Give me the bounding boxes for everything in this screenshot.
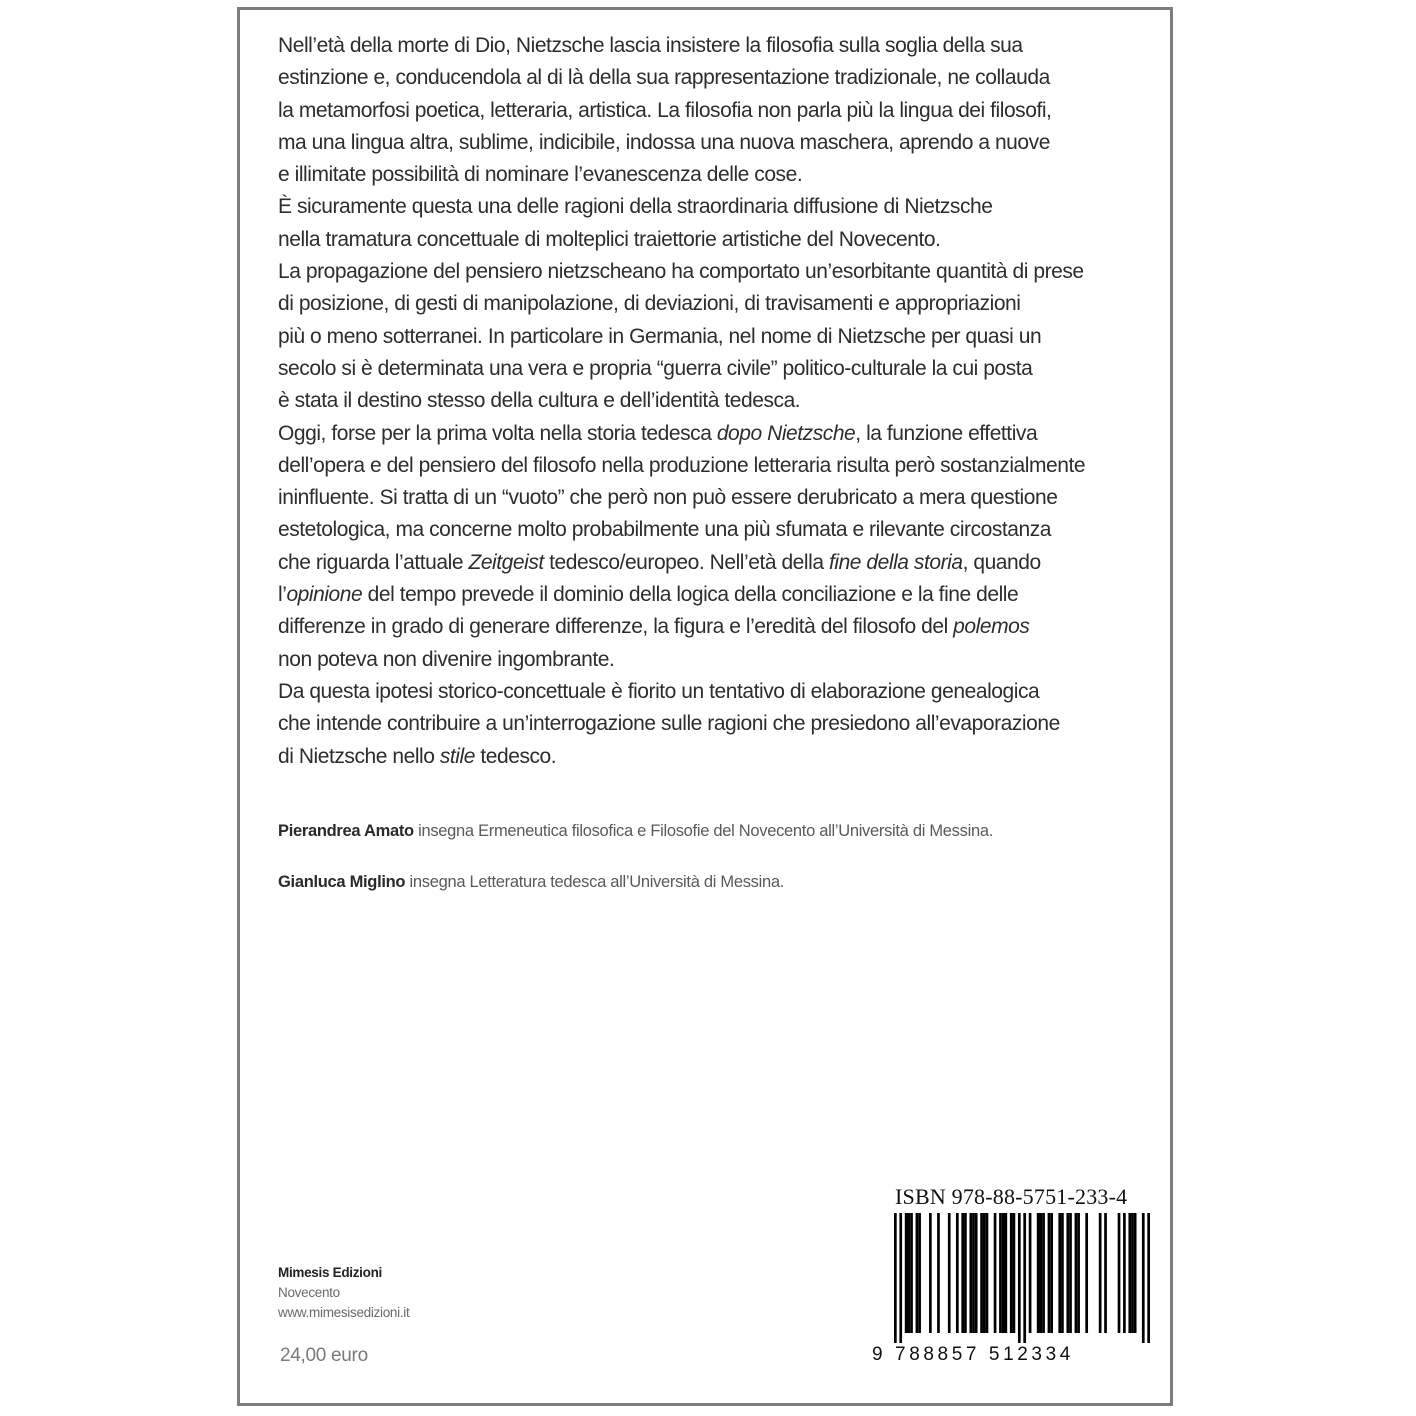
barcode-bar	[918, 1213, 921, 1333]
blurb-line	[278, 741, 1108, 773]
author-name: Pierandrea Amato	[278, 822, 414, 840]
blurb-line	[278, 127, 1108, 159]
barcode-bar	[1077, 1213, 1080, 1333]
blurb-text: più o meno sotterranei. In particolare in Germania, nel nome di Nietzsche per quasi un	[278, 324, 1042, 348]
blurb-text: Da questa ipotesi storico-concettuale è fiorito un tentativo di elaborazione genealogica	[278, 679, 1040, 703]
barcode-bar	[1048, 1213, 1051, 1333]
barcode-bar	[980, 1213, 983, 1333]
barcode-bar	[1075, 1213, 1078, 1333]
barcode-bar	[1142, 1213, 1145, 1343]
barcode-bar	[1050, 1213, 1053, 1333]
barcode-bar	[1104, 1213, 1107, 1333]
barcode-bar	[907, 1213, 910, 1333]
barcode-bar	[910, 1213, 913, 1333]
blurb-text: ma una lingua altra, sublime, indicibile, indossa una nuova maschera, aprendo a nuove	[278, 130, 1050, 154]
blurb-line	[278, 95, 1108, 127]
series-name: Novecento	[278, 1285, 340, 1300]
barcode-bar	[1099, 1213, 1102, 1333]
blurb-text: È sicuramente questa una delle ragioni della straordinaria diffusione di Nietzsche	[278, 195, 993, 219]
blurb-text: di posizione, di gesti di manipolazione, di deviazioni, di travisamenti e appropriazioni	[278, 292, 1021, 316]
author-description: insegna Ermeneutica filosofica e Filosofie del Novecento all’Università di Messina.	[413, 822, 993, 840]
barcode-bar	[1042, 1213, 1045, 1333]
barcode-bar	[1037, 1213, 1040, 1333]
blurb-text: , la funzione effettiva	[855, 421, 1038, 445]
blurb-text: nella tramatura concettuale di molteplici traiettorie artistiche del Novecento.	[278, 227, 941, 251]
barcode-bar	[1058, 1213, 1061, 1333]
barcode-bar	[986, 1213, 989, 1333]
blurb-text: l’	[278, 583, 287, 607]
blurb-text: , quando	[962, 550, 1041, 574]
blurb-line	[278, 321, 1108, 353]
barcode-bar	[899, 1213, 902, 1343]
author-bio-2	[278, 873, 784, 892]
publisher-website: www.mimesisedizioni.it	[278, 1305, 410, 1320]
publisher-name: Mimesis Edizioni	[278, 1265, 382, 1280]
barcode-bar	[1002, 1213, 1005, 1333]
blurb-line	[278, 644, 1108, 676]
blurb-text: dell’opera e del pensiero del filosofo nella produzione letteraria risulta però sostanzialmente	[278, 453, 1086, 477]
blurb-text: Nell’età della morte di Dio, Nietzsche lascia insistere la filosofia sulla soglia della sua	[278, 34, 1023, 57]
blurb-line	[278, 708, 1108, 740]
blurb-line	[278, 514, 1108, 546]
blurb-italic-text: fine della storia	[828, 550, 963, 574]
barcode-bar	[1118, 1213, 1121, 1333]
blurb-italic-text: dopo Nietzsche	[716, 421, 856, 445]
blurb-text: è stata il destino stesso della cultura e dell’identità tedesca.	[278, 389, 801, 413]
blurb-italic-text: polemos	[953, 615, 1030, 639]
barcode	[894, 1213, 1150, 1343]
barcode-bar	[937, 1213, 940, 1333]
blurb-text: estinzione e, conducendola al di là della sua rappresentazione tradizionale, ne collauda	[278, 66, 1050, 90]
barcode-bar	[929, 1213, 932, 1333]
barcode-bar	[1018, 1213, 1021, 1343]
blurb-line	[278, 547, 1108, 579]
blurb-text: e illimitate possibilità di nominare l’evanescenza delle cose.	[278, 163, 803, 187]
blurb-text: tedesco.	[474, 744, 557, 768]
blurb-line	[278, 676, 1108, 708]
barcode-bar	[1069, 1213, 1072, 1333]
blurb-text: non poteva non divenire ingombrante.	[278, 647, 615, 671]
blurb-italic-text: opinione	[286, 583, 363, 607]
blurb-italic-text: Zeitgeist	[468, 550, 544, 574]
barcode-bar	[994, 1213, 997, 1333]
blurb-text: secolo si è determinata una vera e propria “guerra civile” politico-culturale la cui posta	[278, 356, 1033, 380]
blurb-line	[278, 482, 1108, 514]
blurb-line	[278, 418, 1108, 450]
blurb-line	[278, 353, 1108, 385]
blurb-line	[278, 256, 1108, 288]
author-name: Gianluca Miglino	[278, 873, 406, 891]
barcode-bar	[1010, 1213, 1013, 1333]
barcode-bar	[1147, 1213, 1150, 1343]
barcode-bar	[1066, 1213, 1069, 1333]
cover-blurb	[278, 30, 1108, 773]
blurb-line	[278, 62, 1108, 94]
isbn-label: ISBN 978-88-5751-233-4	[895, 1184, 1128, 1209]
barcode-bar	[999, 1213, 1002, 1333]
barcode-bar	[961, 1213, 964, 1333]
price: 24,00 euro	[280, 1345, 368, 1366]
blurb-text: ininfluente. Si tratta di un “vuoto” che però non può essere derubricato a mera questione	[278, 486, 1058, 510]
barcode-bar	[1061, 1213, 1064, 1333]
blurb-text: differenze in grado di generare differenze, la figura e l’eredità del filosofo del	[278, 615, 954, 639]
blurb-text: la metamorfosi poetica, letteraria, artistica. La filosofia non parla più la lingua dei filosofi,	[278, 98, 1052, 122]
blurb-text: tedesco/europeo. Nell’età della	[543, 550, 829, 574]
author-description: insegna Letteratura tedesca all’Università di Messina.	[405, 873, 785, 891]
barcode-bar	[1013, 1213, 1016, 1333]
blurb-text: del tempo prevede il dominio della logica della conciliazione e la fine delle	[362, 583, 1019, 607]
barcode-bar	[975, 1213, 978, 1333]
blurb-text: di Nietzsche nello	[278, 744, 440, 768]
blurb-line	[278, 450, 1108, 482]
blurb-text: estetologica, ma concerne molto probabilmente una più sfumata e rilevante circostanza	[278, 518, 1052, 542]
blurb-text: che intende contribuire a un’interrogazione sulle ragioni che presiedono all’evaporazione	[278, 712, 1060, 736]
barcode-bar	[1040, 1213, 1043, 1333]
blurb-line	[278, 579, 1108, 611]
author-bio-1	[278, 822, 993, 841]
barcode-bar	[956, 1213, 959, 1333]
barcode-bar	[969, 1213, 972, 1333]
blurb-italic-text: stile	[439, 744, 475, 768]
blurb-line	[278, 191, 1108, 223]
blurb-line	[278, 30, 1108, 62]
barcode-bar	[1134, 1213, 1137, 1333]
barcode-bar	[916, 1213, 919, 1333]
barcode-bar	[1123, 1213, 1126, 1333]
barcode-bar	[1131, 1213, 1134, 1333]
blurb-text: che riguarda l’attuale	[278, 550, 469, 574]
barcode-bar	[972, 1213, 975, 1333]
barcode-bar	[1004, 1213, 1007, 1333]
barcode-bar	[1023, 1213, 1026, 1343]
barcode-bar	[1029, 1213, 1032, 1333]
blurb-text: La propagazione del pensiero nietzscheano ha comportato un’esorbitante quantità di prese	[278, 260, 1084, 284]
blurb-line	[278, 288, 1108, 320]
barcode-bar	[964, 1213, 967, 1333]
barcode-bar	[894, 1213, 897, 1343]
barcode-bar	[1128, 1213, 1131, 1333]
blurb-line	[278, 385, 1108, 417]
publisher-info	[278, 1263, 409, 1323]
blurb-line	[278, 224, 1108, 256]
barcode-bar	[948, 1213, 951, 1333]
barcode-bar	[1085, 1213, 1088, 1333]
blurb-line	[278, 611, 1108, 643]
barcode-digits: 9 788857 512334	[872, 1344, 1074, 1365]
blurb-text: Oggi, forse per la prima volta nella storia tedesca	[278, 421, 717, 445]
barcode-bar	[905, 1213, 908, 1333]
blurb-line	[278, 159, 1108, 191]
barcode-bar	[983, 1213, 986, 1333]
